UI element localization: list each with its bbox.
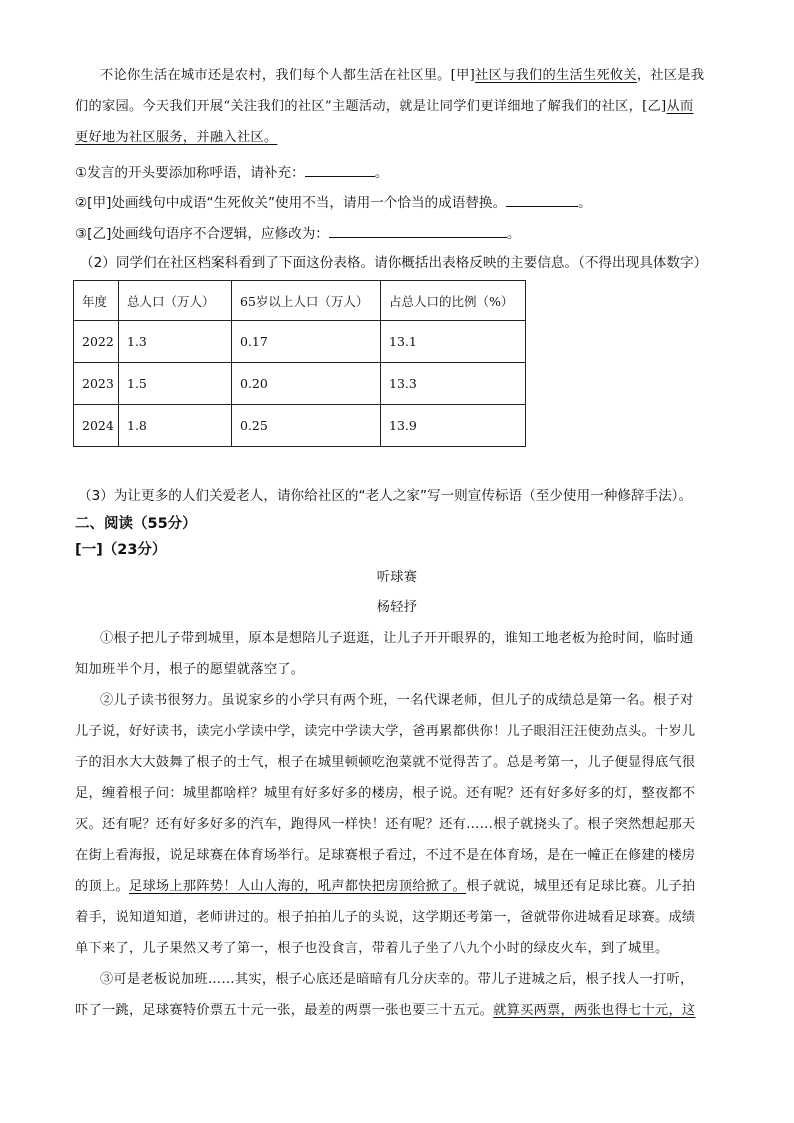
underlined-sentence-yi: 从而	[666, 99, 694, 114]
underlined-sentence: 足球场上那阵势！人山人海的，吼声都快把房顶给掀了。	[128, 879, 467, 894]
story-paragraph-3	[75, 1001, 725, 1021]
table-cell: 2023	[74, 363, 119, 405]
story-paragraph-2: 灭。还有呢？还有好多好多的汽车，跑得风一样快！还有呢？还有……根子就挠头了。根子突然想起那天	[75, 817, 696, 832]
intro-text: 不论你生活在城市还是农村，我们每个人都生活在社区里。[甲]	[100, 68, 476, 83]
question-text: ②[甲]处画线句中成语“生死攸关”使用不当，请用一个恰当的成语替换。	[75, 195, 507, 211]
answer-blank[interactable]	[305, 162, 375, 177]
intro-line-2	[75, 97, 725, 117]
story-paragraph-2: 在街上看海报，说足球赛在体育场举行。足球赛根子看过，不过不是在体育场，是在一幢正在修建的楼房	[75, 848, 696, 863]
population-table	[73, 280, 526, 447]
intro-text: ，社区是我	[636, 68, 705, 83]
story-title: 听球赛	[376, 570, 418, 585]
story-author: 杨轻抒	[376, 600, 418, 615]
section-title: 二、阅读（55分）	[75, 516, 197, 532]
intro-text: 们的家园。今天我们开展“关注我们的社区”主题活动，就是让同学们更详细地了解我们的社区，[乙]	[75, 99, 667, 114]
underlined-sentence: 就算买两票，两张也得七十元，这	[493, 1003, 696, 1018]
table-cell: 2024	[74, 405, 119, 447]
story-text: 根子就说，城里还有足球比赛。儿子拍	[466, 879, 696, 894]
story-paragraph-1: 知加班半个月，根子的愿望就落空了。	[75, 662, 305, 677]
subsection-title: [一]（23分）	[75, 542, 167, 558]
table-cell: 0.25	[232, 405, 381, 447]
table-cell: 0.20	[232, 363, 381, 405]
table-row	[74, 363, 526, 405]
story-paragraph-2: 单下来了，儿子果然又考了第一，根子也没食言，带着儿子坐了八九个小时的绿皮火车，到了城里。	[75, 941, 669, 956]
answer-blank[interactable]	[329, 223, 507, 238]
table-cell: 13.9	[381, 405, 526, 447]
table-header: 年度	[74, 281, 119, 321]
table-cell: 1.5	[119, 363, 232, 405]
table-header: 65岁以上人口（万人）	[232, 281, 381, 321]
table-header-row	[74, 281, 526, 321]
question-1	[75, 162, 725, 183]
question-2	[75, 192, 725, 213]
question-slogan-prompt: （3）为让更多的人们关爱老人，请你给社区的“老人之家”写一则宣传标语（至少使用一种修辞手法）。	[78, 488, 693, 504]
story-paragraph-2: 子的泪水大大鼓舞了根子的士气，根子在城里顿顿吃泡菜就不觉得苦了。总是考第一，儿子便显得底气很	[75, 755, 696, 770]
story-paragraph-2: ②儿子读书很努力。虽说家乡的小学只有两个班，一名代课老师，但儿子的成绩总是第一名。根子对	[100, 693, 694, 708]
table-cell: 13.3	[381, 363, 526, 405]
question-text: ①发言的开头要添加称呼语，请补充：	[75, 165, 305, 181]
question-punct: 。	[374, 165, 389, 181]
intro-line-1	[100, 66, 725, 86]
table-cell: 1.8	[119, 405, 232, 447]
question-3	[75, 223, 725, 244]
question-punct: 。	[578, 195, 592, 211]
underlined-sentence-yi: 更好地为社区服务，并融入社区。	[75, 130, 278, 145]
story-paragraph-2: 着手，说知道知道，老师讲过的。根子拍拍儿子的头说，这学期还考第一，爸就带你进城看足球赛。成绩	[75, 910, 696, 925]
table-row	[74, 405, 526, 447]
table-header: 占总人口的比例（%）	[381, 281, 526, 321]
story-paragraph-3: ③可是老板说加班……其实，根子心底还是暗暗有几分庆幸的。带儿子进城之后，根子找人一打听，	[100, 972, 694, 987]
story-text: 的顶上。	[75, 879, 129, 894]
table-cell: 2022	[74, 321, 119, 363]
answer-blank[interactable]	[506, 192, 578, 207]
story-paragraph-2: 足，缠着根子问：城里都啥样？城里有好多好多的楼房，根子说。还有呢？还有好多好多的灯，整夜都不	[75, 786, 696, 801]
table-cell: 13.1	[381, 321, 526, 363]
question-text: ③[乙]处画线句语序不合逻辑，应修改为：	[75, 226, 329, 242]
question-table-prompt: （2）同学们在社区档案科看到了下面这份表格。请你概括出表格反映的主要信息。（不得出现具体数字）	[80, 255, 708, 271]
story-paragraph-2: 儿子说，好好读书，读完小学读中学，读完中学读大学，爸再累都供你！儿子眼泪汪汪使劲点头。十岁儿	[75, 724, 696, 739]
story-paragraph-1: ①根子把儿子带到城里，原本是想陪儿子逛逛，让儿子开开眼界的，谁知工地老板为抢时间，临时通	[100, 631, 694, 646]
intro-line-3	[75, 128, 725, 148]
underlined-sentence-jia: 社区与我们的生活生死攸关	[475, 68, 637, 83]
story-paragraph-2	[75, 877, 725, 897]
story-text: 吓了一跳，足球赛特价票五十元一张，最差的两票一张也要三十五元。	[75, 1003, 494, 1018]
table-header: 总人口（万人）	[119, 281, 232, 321]
question-punct: 。	[506, 226, 521, 242]
table-cell: 0.17	[232, 321, 381, 363]
table-row	[74, 321, 526, 363]
table-cell: 1.3	[119, 321, 232, 363]
